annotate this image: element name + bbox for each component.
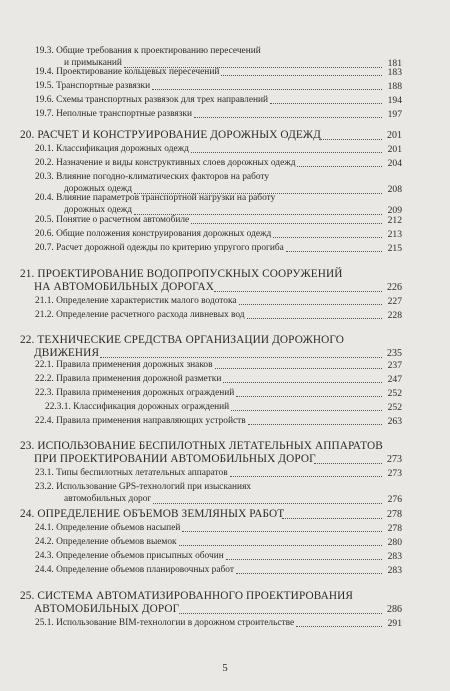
toc-line: ПРИ ПРОЕКТИРОВАНИИ АВТОМОБИЛЬНЫХ ДОРОГ	[34, 453, 316, 466]
toc-line: дорожных одежд	[64, 205, 133, 216]
toc-page-number: 283	[387, 564, 402, 576]
toc-leader-dots	[296, 626, 382, 627]
toc-page-number: 291	[387, 617, 402, 629]
toc-chapter	[0, 508, 450, 521]
toc-line: 22.2. Правила применения дорожной разметки	[35, 374, 222, 384]
toc-leader-dots	[314, 463, 382, 464]
toc-line: 22.1. Правила применения дорожных знаков	[35, 360, 213, 370]
toc-chapter	[0, 440, 450, 466]
toc-leader-dots	[247, 318, 382, 319]
toc-page-number: 273	[387, 453, 402, 465]
toc-line: 25. СИСТЕМА АВТОМАТИЗИРОВАННОГО ПРОЕКТИРОВАНИЯ	[20, 590, 354, 602]
toc-section	[0, 415, 450, 427]
toc-line: 24. ОПРЕДЕЛЕНИЕ ОБЪЕМОВ ЗЕМЛЯНЫХ РАБОТ	[20, 508, 285, 520]
toc-leader-dots	[226, 559, 382, 560]
toc-page-number: 286	[387, 603, 402, 615]
toc-line: ДВИЖЕНИЯ	[34, 347, 100, 360]
toc-page-number: 201	[387, 143, 402, 155]
toc-page-number: 237	[387, 359, 402, 371]
toc-line: АВТОМОБИЛЬНЫХ ДОРОГ	[34, 603, 180, 616]
toc-chapter	[0, 334, 450, 360]
toc-section	[0, 536, 450, 548]
page-number: 5	[222, 662, 228, 674]
toc-line: 20.3. Влияние погодно-климатических факторов на работу	[35, 172, 270, 182]
toc-page-number: 283	[387, 550, 402, 562]
toc-leader-dots	[215, 368, 382, 369]
toc-line: 23. ИСПОЛЬЗОВАНИЕ БЕСПИЛОТНЫХ ЛЕТАТЕЛЬНЫХ АППАРАТОВ	[20, 440, 383, 452]
toc-page-number: 212	[387, 214, 402, 226]
toc-line: 20.7. Расчет дорожной одежды по критерию упругого прогиба	[35, 243, 284, 253]
toc-leader-dots	[153, 503, 382, 504]
toc-page-number: 204	[387, 157, 402, 169]
toc-section	[0, 242, 450, 254]
toc-leader-dots	[191, 223, 382, 224]
toc-leader-dots	[297, 166, 382, 167]
toc-section	[0, 228, 450, 240]
toc-section	[0, 359, 450, 371]
toc-chapter	[0, 590, 450, 616]
toc-leader-dots	[236, 573, 382, 574]
toc-leader-dots	[223, 382, 382, 383]
toc-page-number: 201	[387, 129, 402, 141]
toc-section	[0, 295, 450, 307]
toc-section	[0, 157, 450, 169]
toc-line: 22.3. Правила применения дорожных ограждений	[35, 388, 235, 398]
toc-section	[0, 481, 450, 506]
toc-line: 22. ТЕХНИЧЕСКИЕ СРЕДСТВА ОРГАНИЗАЦИИ ДОРОЖНОГО	[20, 334, 345, 346]
toc-leader-dots	[152, 89, 382, 90]
toc-leader-dots	[194, 117, 382, 118]
toc-leader-dots	[273, 237, 382, 238]
toc-page-number: 188	[387, 80, 402, 92]
toc-line: 24.4. Определение объемов планировочных работ	[35, 565, 234, 575]
toc-line: 20. РАСЧЕТ И КОНСТРУИРОВАНИЕ ДОРОЖНЫХ ОДЕЖД	[20, 129, 321, 141]
toc-line: 22.3.1. Классификация дорожных ограждений	[45, 402, 230, 412]
toc-line: 19.7. Неполные транспортные развязки	[35, 109, 192, 119]
toc-page-number: 226	[387, 281, 402, 293]
toc-chapter	[0, 268, 450, 294]
toc-line: 22.4. Правила применения направляющих устройств	[35, 416, 246, 426]
toc-line: 21.1. Определение характеристик малого водотока	[35, 296, 237, 306]
toc-section	[0, 373, 450, 385]
toc-leader-dots	[179, 545, 382, 546]
toc-section	[0, 550, 450, 562]
toc-leader-dots	[179, 613, 382, 614]
toc-page-number: 215	[387, 242, 402, 254]
toc-section	[0, 66, 450, 78]
toc-leader-dots	[191, 152, 382, 153]
toc-line: 20.4. Влияние параметров транспортной нагрузки на работу	[35, 193, 276, 203]
toc-section	[0, 143, 450, 155]
toc-section	[0, 564, 450, 576]
toc-page-number: 247	[387, 373, 402, 385]
toc-line: 24.1. Определение объемов насыпей	[35, 523, 181, 533]
toc-section	[0, 108, 450, 120]
toc-leader-dots	[239, 304, 382, 305]
toc-page-number: 213	[387, 228, 402, 240]
toc-line: 23.1. Типы беспилотных летательных аппаратов	[35, 468, 228, 478]
toc-leader-dots	[214, 291, 382, 292]
toc-line: и примыканий	[64, 58, 122, 69]
toc-page-number: 208	[387, 183, 402, 195]
toc-line: 19.4. Проектирование кольцевых пересечений	[35, 67, 220, 77]
toc-section	[0, 387, 450, 399]
toc-line: 24.3. Определение объемов присыпных обочин	[35, 551, 224, 561]
toc-leader-dots	[282, 518, 382, 519]
toc-section	[0, 617, 450, 629]
toc-page-number: 235	[387, 347, 402, 359]
toc-line: 21.2. Определение расчетного расхода ливневых вод	[35, 310, 245, 320]
toc-section	[0, 467, 450, 479]
toc-line: 20.2. Назначение и виды конструктивных слоев дорожных одежд	[35, 158, 296, 168]
toc-leader-dots	[230, 476, 382, 477]
toc-line: 24.2. Определение объемов выемок	[35, 537, 177, 547]
toc-page-number: 273	[387, 467, 402, 479]
toc-page-number: 276	[387, 493, 402, 505]
toc-leader-dots	[236, 396, 382, 397]
toc-line: дорожных одежд	[64, 184, 133, 195]
toc-page-number: 194	[387, 94, 402, 106]
toc-line: 19.3. Общие требования к проектированию пересечений	[35, 46, 261, 56]
toc-leader-dots	[248, 424, 382, 425]
toc-page-number: 252	[387, 401, 402, 413]
toc-chapter	[0, 129, 450, 142]
toc-leader-dots	[286, 251, 382, 252]
toc-line: НА АВТОМОБИЛЬНЫХ ДОРОГАХ	[34, 281, 215, 294]
toc-page-number: 278	[387, 508, 402, 520]
toc-section	[0, 214, 450, 226]
toc-section	[0, 94, 450, 106]
toc-page-number: 227	[387, 295, 402, 307]
toc-line: 25.1. Использование BIM-технологии в дорожном строительстве	[35, 618, 295, 628]
toc-page-number: 181	[387, 57, 402, 69]
toc-page-number: 183	[387, 66, 402, 78]
toc-leader-dots	[182, 531, 382, 532]
toc-line: 20.5. Понятие о расчетном автомобиле	[35, 215, 190, 225]
toc-page-number: 209	[387, 204, 402, 216]
toc-leader-dots	[319, 139, 382, 140]
toc-page-number: 278	[387, 522, 402, 534]
toc-page-number: 280	[387, 536, 402, 548]
toc-section	[0, 401, 450, 413]
toc-leader-dots	[231, 410, 382, 411]
toc-page-number: 252	[387, 387, 402, 399]
toc-page-number: 197	[387, 108, 402, 120]
toc-section	[0, 522, 450, 534]
toc-line: 19.5. Транспортные развязки	[35, 81, 151, 91]
toc-leader-dots	[221, 75, 382, 76]
toc-line: 20.6. Общие положения конструирования дорожных одежд	[35, 229, 272, 239]
toc-leader-dots	[270, 103, 382, 104]
toc-line: 20.1. Классификация дорожных одежд	[35, 144, 189, 154]
toc-section	[0, 309, 450, 321]
toc-page-number: 228	[387, 309, 402, 321]
toc-line: 19.6. Схемы транспортных развязок для трех направлений	[35, 95, 269, 105]
toc-line: автомобильных дорог	[64, 494, 152, 505]
toc-section	[0, 80, 450, 92]
toc-line: 23.2. Использование GPS-технологий при изысканиях	[35, 482, 252, 492]
toc-page-number: 263	[387, 415, 402, 427]
toc-line: 21. ПРОЕКТИРОВАНИЕ ВОДОПРОПУСКНЫХ СООРУЖЕНИЙ	[20, 268, 343, 280]
